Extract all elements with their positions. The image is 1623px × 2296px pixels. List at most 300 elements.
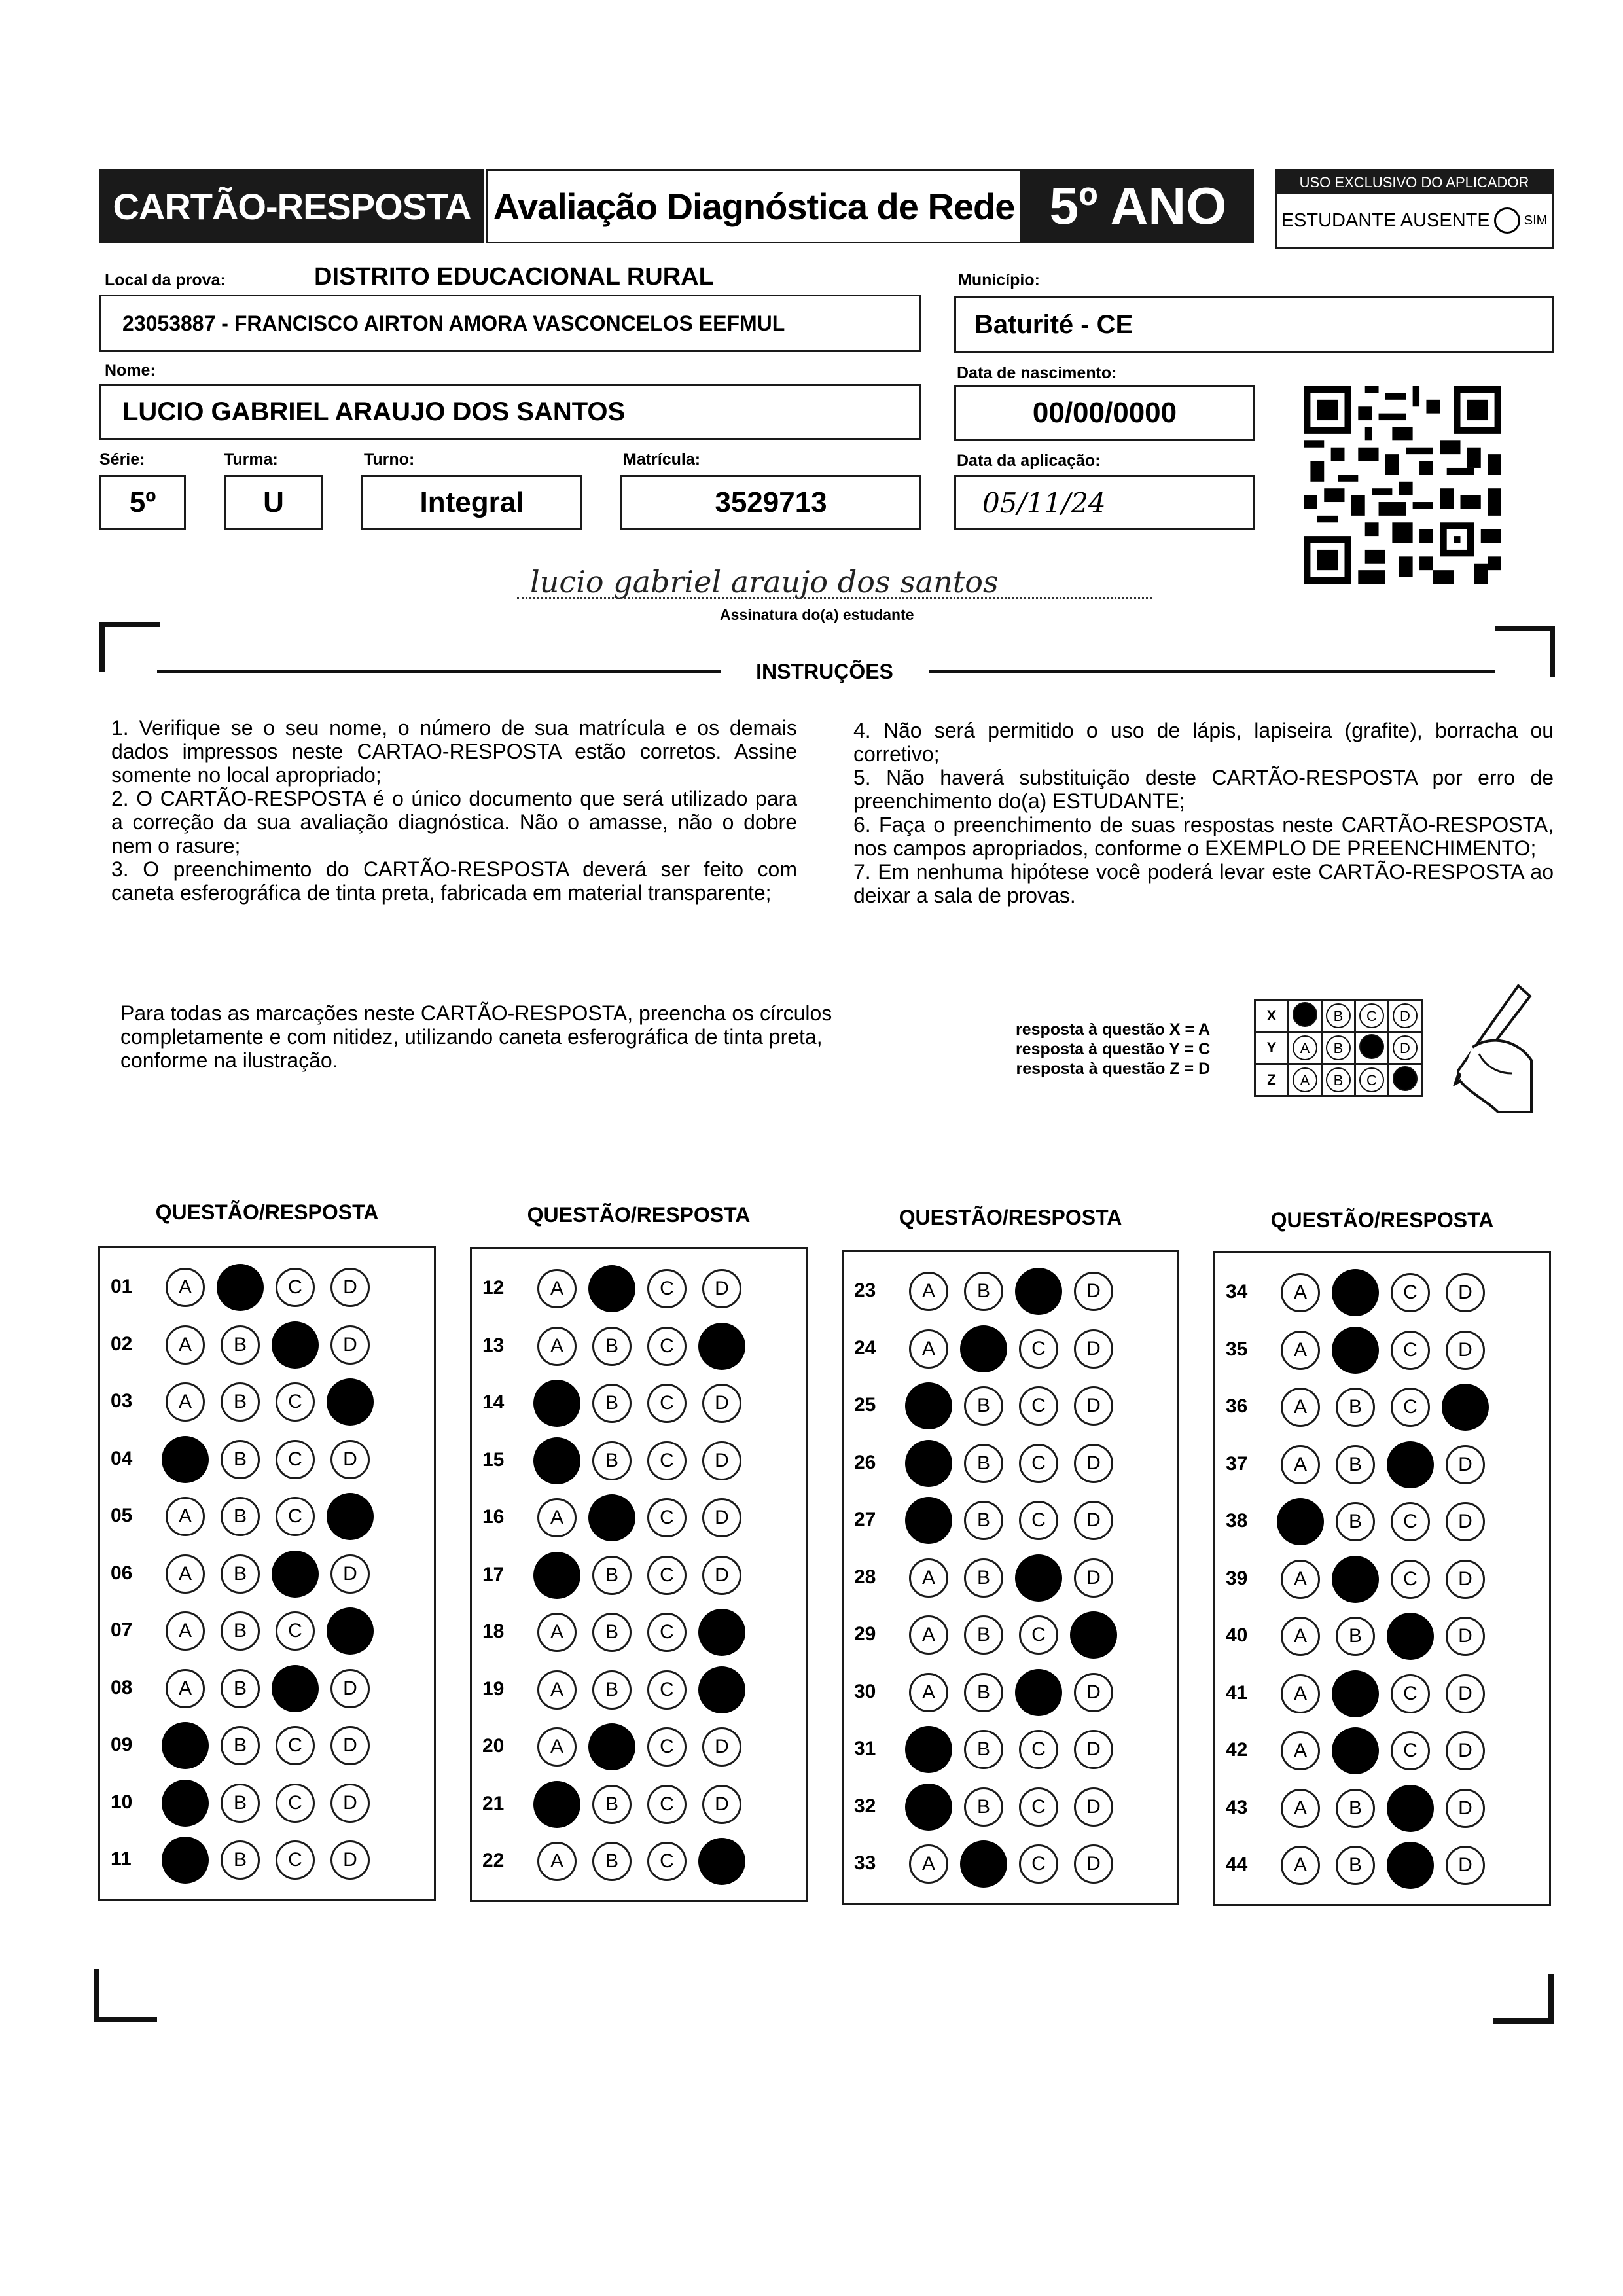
instructions-rule-left: [157, 670, 721, 673]
answer-bubble[interactable]: D: [702, 1498, 741, 1537]
answer-bubble-filled[interactable]: [1070, 1611, 1117, 1659]
example-bubble: [1359, 1034, 1384, 1059]
answer-bubble[interactable]: D: [1074, 1386, 1113, 1426]
answer-bubble[interactable]: B: [221, 1554, 260, 1594]
answer-bubble[interactable]: D: [330, 1840, 370, 1880]
answer-panel: [842, 1250, 1179, 1905]
answer-bubble[interactable]: C: [1019, 1615, 1058, 1655]
answer-bubble[interactable]: A: [1281, 1560, 1320, 1599]
question-number: 12: [482, 1277, 505, 1299]
answer-bubble-filled[interactable]: [533, 1781, 580, 1828]
student-signature: lucio gabriel araujo dos santos: [530, 564, 999, 600]
answer-bubble-filled[interactable]: [905, 1497, 952, 1544]
answer-bubble-filled[interactable]: [272, 1665, 319, 1712]
answer-row: [1215, 1273, 1549, 1312]
turno-value: Integral: [419, 486, 524, 518]
answer-bubble-filled[interactable]: [1332, 1327, 1379, 1374]
answer-bubble[interactable]: B: [964, 1386, 1003, 1426]
question-number: 25: [854, 1394, 876, 1416]
answer-bubble[interactable]: D: [330, 1669, 370, 1708]
question-number: 33: [854, 1852, 876, 1874]
answer-bubble[interactable]: D: [330, 1325, 370, 1365]
answer-bubble[interactable]: C: [1019, 1844, 1058, 1884]
answer-bubble[interactable]: A: [166, 1382, 205, 1422]
answer-bubble-filled[interactable]: [327, 1378, 374, 1426]
applicator-title: USO EXCLUSIVO DO APLICADOR: [1277, 171, 1552, 194]
answer-bubble-filled[interactable]: [905, 1440, 952, 1487]
answer-bubble[interactable]: B: [1336, 1388, 1375, 1427]
answer-bubble[interactable]: D: [1074, 1501, 1113, 1540]
answer-bubble[interactable]: D: [702, 1441, 741, 1480]
example-row-label: Z: [1255, 1064, 1289, 1096]
answer-bubble[interactable]: C: [1391, 1388, 1430, 1427]
answer-bubble[interactable]: A: [537, 1842, 577, 1881]
question-number: 01: [111, 1276, 133, 1297]
answer-bubble[interactable]: C: [276, 1497, 315, 1536]
answer-row: [1215, 1560, 1549, 1599]
answer-bubble[interactable]: A: [537, 1670, 577, 1710]
answer-bubble[interactable]: C: [276, 1268, 315, 1307]
answer-bubble[interactable]: B: [221, 1497, 260, 1536]
answer-bubble[interactable]: A: [537, 1327, 577, 1366]
answer-bubble-filled[interactable]: [905, 1726, 952, 1773]
answer-bubble[interactable]: C: [1391, 1273, 1430, 1312]
answer-bubble[interactable]: A: [166, 1497, 205, 1536]
absent-option: SIM: [1524, 213, 1548, 228]
answer-bubble[interactable]: A: [537, 1727, 577, 1767]
qr-code: [1304, 386, 1501, 584]
answer-bubble[interactable]: C: [647, 1441, 687, 1480]
question-number: 23: [854, 1280, 876, 1301]
card-title: CARTÃO-RESPOSTA: [99, 169, 484, 243]
answer-bubble[interactable]: B: [1336, 1502, 1375, 1541]
answer-panel: [98, 1246, 436, 1901]
answer-bubble[interactable]: B: [964, 1730, 1003, 1769]
grade-title: 5º ANO: [1022, 169, 1254, 243]
question-number: 29: [854, 1623, 876, 1645]
matricula-field: [620, 475, 921, 530]
answer-bubble[interactable]: B: [592, 1842, 632, 1881]
answer-bubble-filled[interactable]: [162, 1780, 209, 1827]
pen-hand-icon: [1420, 982, 1538, 1113]
answer-bubble-filled[interactable]: [905, 1382, 952, 1429]
question-number: 11: [111, 1848, 132, 1870]
question-number: 31: [854, 1738, 876, 1759]
answer-bubble[interactable]: B: [1336, 1617, 1375, 1656]
answer-bubble-filled[interactable]: [533, 1552, 580, 1599]
answer-row: [100, 1784, 434, 1823]
answer-row: [844, 1386, 1177, 1426]
question-number: 22: [482, 1850, 505, 1871]
answer-row: [844, 1272, 1177, 1311]
answer-bubble[interactable]: D: [1074, 1673, 1113, 1712]
question-number: 30: [854, 1680, 876, 1702]
answer-bubble[interactable]: B: [221, 1669, 260, 1708]
answer-bubble[interactable]: B: [964, 1501, 1003, 1540]
answer-bubble[interactable]: B: [1336, 1445, 1375, 1484]
answer-bubble[interactable]: C: [1391, 1674, 1430, 1713]
answer-bubble[interactable]: A: [166, 1268, 205, 1307]
answer-bubble[interactable]: A: [1281, 1674, 1320, 1713]
answer-bubble[interactable]: C: [1019, 1444, 1058, 1483]
answer-bubble-filled[interactable]: [1332, 1269, 1379, 1316]
answer-column-header: QUESTÃO/RESPOSTA: [1270, 1208, 1494, 1232]
turma-label: Turma:: [224, 450, 278, 469]
example-bubble: C: [1359, 1067, 1384, 1092]
answer-bubble[interactable]: C: [1391, 1560, 1430, 1599]
answer-row: [100, 1840, 434, 1880]
nome-value: LUCIO GABRIEL ARAUJO DOS SANTOS: [122, 397, 626, 426]
applicator-box: [1275, 169, 1554, 249]
serie-field: [99, 475, 186, 530]
answer-row: [100, 1440, 434, 1479]
answer-bubble-filled[interactable]: [272, 1551, 319, 1598]
question-number: 40: [1226, 1624, 1248, 1646]
matricula-label: Matrícula:: [623, 450, 701, 469]
answer-bubble[interactable]: A: [537, 1269, 577, 1308]
answer-bubble[interactable]: B: [221, 1611, 260, 1651]
nascimento-field: [954, 385, 1255, 441]
question-number: 03: [111, 1390, 133, 1412]
answer-column-header: QUESTÃO/RESPOSTA: [155, 1200, 379, 1224]
answer-bubble-filled[interactable]: [1332, 1556, 1379, 1603]
answer-bubble-filled[interactable]: [1277, 1498, 1324, 1545]
answer-bubble[interactable]: D: [1446, 1789, 1485, 1828]
instruction-5: 5. Não haverá substituição deste CARTÃO-RESPOSTA por erro de preenchimento do(a) ESTUDANTE;: [853, 766, 1554, 813]
answer-bubble[interactable]: C: [1391, 1331, 1430, 1370]
answer-bubble[interactable]: D: [1446, 1331, 1485, 1370]
answer-bubble[interactable]: D: [702, 1384, 741, 1423]
answer-row: [1215, 1502, 1549, 1541]
answer-row: [472, 1498, 806, 1537]
answer-bubble[interactable]: D: [1446, 1502, 1485, 1541]
answer-bubble[interactable]: D: [702, 1556, 741, 1595]
question-number: 24: [854, 1336, 876, 1359]
answer-column-header: QUESTÃO/RESPOSTA: [527, 1203, 751, 1227]
example-bubble: A: [1293, 1035, 1317, 1060]
question-number: 27: [854, 1509, 876, 1530]
turno-field: [361, 475, 582, 530]
example-legend-z: resposta à questão Z = D: [1016, 1060, 1211, 1078]
answer-bubble[interactable]: A: [1281, 1617, 1320, 1656]
answer-bubble[interactable]: C: [647, 1842, 687, 1881]
answer-bubble[interactable]: B: [964, 1558, 1003, 1598]
answer-bubble[interactable]: B: [592, 1556, 632, 1595]
question-number: 20: [482, 1735, 505, 1757]
answer-bubble[interactable]: D: [330, 1554, 370, 1594]
answer-bubble-filled[interactable]: [162, 1722, 209, 1769]
question-number: 02: [111, 1333, 133, 1355]
answer-row: [100, 1268, 434, 1307]
answer-bubble[interactable]: A: [166, 1669, 205, 1708]
answer-bubble-filled[interactable]: [272, 1321, 319, 1369]
answer-bubble[interactable]: B: [592, 1327, 632, 1366]
answer-bubble[interactable]: A: [1281, 1846, 1320, 1885]
answer-bubble[interactable]: D: [330, 1440, 370, 1479]
answer-row: [472, 1785, 806, 1824]
absent-checkbox[interactable]: [1494, 207, 1520, 234]
answer-bubble[interactable]: D: [330, 1784, 370, 1823]
answer-row: [472, 1842, 806, 1881]
answer-bubble[interactable]: D: [1074, 1844, 1113, 1884]
answer-bubble-filled[interactable]: [162, 1436, 209, 1483]
answer-bubble[interactable]: B: [221, 1382, 260, 1422]
answer-bubble[interactable]: B: [221, 1440, 260, 1479]
question-number: 19: [482, 1677, 505, 1700]
example-bubble: B: [1326, 1067, 1351, 1092]
answer-bubble-filled[interactable]: [1387, 1441, 1434, 1488]
answer-row: [100, 1382, 434, 1422]
answer-bubble[interactable]: D: [702, 1727, 741, 1767]
corner-mark-top-left: [99, 622, 160, 672]
answer-bubble[interactable]: C: [647, 1498, 687, 1537]
answer-bubble[interactable]: C: [276, 1784, 315, 1823]
answer-bubble-filled[interactable]: [960, 1840, 1007, 1888]
answer-bubble[interactable]: B: [221, 1840, 260, 1880]
answer-bubble[interactable]: D: [1446, 1846, 1485, 1885]
answer-bubble-filled[interactable]: [1442, 1384, 1489, 1431]
answer-row: [472, 1384, 806, 1423]
example-bubble: [1393, 1066, 1418, 1091]
answer-bubble[interactable]: C: [276, 1840, 315, 1880]
question-number: 42: [1226, 1739, 1248, 1761]
turno-label: Turno:: [364, 450, 415, 469]
answer-row: [844, 1329, 1177, 1369]
answer-bubble[interactable]: B: [964, 1444, 1003, 1483]
answer-bubble[interactable]: A: [1281, 1445, 1320, 1484]
municipio-label: Município:: [958, 271, 1040, 289]
nascimento-label: Data de nascimento:: [957, 364, 1117, 382]
example-bubble: C: [1359, 1003, 1384, 1028]
answer-bubble[interactable]: A: [1281, 1273, 1320, 1312]
answer-bubble[interactable]: C: [1391, 1731, 1430, 1770]
question-number: 35: [1226, 1338, 1248, 1360]
answer-bubble[interactable]: C: [647, 1670, 687, 1710]
example-bubble: B: [1326, 1003, 1351, 1028]
question-number: 05: [111, 1505, 133, 1526]
answer-bubble[interactable]: A: [1281, 1331, 1320, 1370]
answer-bubble[interactable]: D: [1446, 1617, 1485, 1656]
answer-row: [472, 1441, 806, 1480]
answer-bubble[interactable]: B: [1336, 1846, 1375, 1885]
answer-bubble-filled[interactable]: [1332, 1727, 1379, 1774]
answer-bubble[interactable]: B: [221, 1784, 260, 1823]
answer-bubble[interactable]: B: [964, 1787, 1003, 1827]
answer-bubble[interactable]: D: [1074, 1444, 1113, 1483]
answer-bubble-filled[interactable]: [327, 1607, 374, 1655]
question-number: 32: [854, 1795, 876, 1817]
answer-bubble-filled[interactable]: [698, 1323, 745, 1370]
question-number: 18: [482, 1621, 505, 1642]
answer-bubble[interactable]: C: [647, 1613, 687, 1652]
answer-bubble[interactable]: C: [647, 1785, 687, 1824]
answer-bubble[interactable]: B: [221, 1325, 260, 1365]
answer-bubble-filled[interactable]: [698, 1838, 745, 1885]
answer-bubble[interactable]: D: [1446, 1273, 1485, 1312]
answer-bubble[interactable]: C: [1019, 1329, 1058, 1369]
local-value: 23053887 - FRANCISCO AIRTON AMORA VASCONCELOS EEFMUL: [122, 311, 785, 335]
question-number: 10: [111, 1791, 133, 1813]
answer-bubble[interactable]: C: [276, 1611, 315, 1651]
instructions-rule-right: [929, 670, 1495, 673]
corner-mark-bottom-left: [94, 1969, 157, 2022]
answer-bubble-filled[interactable]: [1332, 1670, 1379, 1717]
answer-bubble-filled[interactable]: [698, 1609, 745, 1656]
example-bubble: A: [1293, 1067, 1317, 1092]
answer-bubble[interactable]: C: [1019, 1501, 1058, 1540]
answer-bubble-filled[interactable]: [1387, 1613, 1434, 1660]
answer-row: [100, 1497, 434, 1536]
local-label: Local da prova:: [105, 271, 226, 289]
answer-bubble-filled[interactable]: [533, 1380, 580, 1427]
answer-bubble[interactable]: C: [647, 1384, 687, 1423]
question-number: 06: [111, 1562, 133, 1584]
instruction-1: 1. Verifique se o seu nome, o número de sua matrícula e os demais dados impressos neste CARTAO-RESPOSTA estão corretos. Assine somente no local apropriado;: [111, 716, 797, 787]
answer-bubble[interactable]: A: [537, 1613, 577, 1652]
answer-bubble[interactable]: A: [166, 1325, 205, 1365]
question-number: 44: [1226, 1854, 1248, 1875]
answer-bubble[interactable]: C: [647, 1269, 687, 1308]
answer-bubble[interactable]: C: [1019, 1730, 1058, 1769]
answer-bubble-filled[interactable]: [162, 1837, 209, 1884]
answer-bubble-filled[interactable]: [1387, 1842, 1434, 1889]
instruction-2: 2. O CARTÃO-RESPOSTA é o único documento que será utilizado para a correção da sua avaliação diagnóstica. Não o amasse, não o dobre nem o rasure;: [111, 787, 797, 857]
answer-row: [844, 1615, 1177, 1655]
instruction-7: 7. Em nenhuma hipótese você poderá levar este CARTÃO-RESPOSTA ao deixar a sala de provas.: [853, 860, 1554, 907]
answer-bubble-filled[interactable]: [698, 1666, 745, 1713]
answer-bubble[interactable]: C: [276, 1382, 315, 1422]
answer-bubble[interactable]: D: [1074, 1558, 1113, 1598]
answer-bubble[interactable]: D: [330, 1726, 370, 1765]
answer-bubble[interactable]: A: [909, 1673, 948, 1712]
answer-bubble[interactable]: C: [276, 1726, 315, 1765]
question-number: 16: [482, 1506, 505, 1528]
answer-bubble-filled[interactable]: [588, 1265, 635, 1312]
answer-bubble[interactable]: A: [1281, 1388, 1320, 1427]
local-field: [99, 295, 921, 352]
answer-bubble[interactable]: D: [1446, 1560, 1485, 1599]
aplicacao-field: [954, 475, 1255, 530]
answer-row: [472, 1613, 806, 1652]
answer-row: [844, 1787, 1177, 1827]
answer-row: [1215, 1445, 1549, 1484]
answer-bubble[interactable]: B: [964, 1673, 1003, 1712]
answer-row: [472, 1727, 806, 1767]
answer-bubble-filled[interactable]: [588, 1494, 635, 1541]
answer-bubble-filled[interactable]: [217, 1264, 264, 1311]
answer-row: [472, 1556, 806, 1595]
answer-bubble[interactable]: D: [1074, 1272, 1113, 1311]
instruction-6: 6. Faça o preenchimento de suas respostas neste CARTÃO-RESPOSTA, nos campos apropriados, conforme o EXEMPLO DE PREENCHIMENTO;: [853, 813, 1554, 860]
answer-bubble-filled[interactable]: [588, 1723, 635, 1770]
answer-bubble[interactable]: C: [647, 1727, 687, 1767]
answer-bubble[interactable]: A: [909, 1272, 948, 1311]
answer-row: [844, 1558, 1177, 1598]
answer-bubble[interactable]: A: [909, 1329, 948, 1369]
answer-bubble[interactable]: B: [592, 1441, 632, 1480]
answer-bubble[interactable]: B: [964, 1272, 1003, 1311]
answer-bubble[interactable]: D: [1446, 1674, 1485, 1713]
answer-bubble[interactable]: D: [1074, 1329, 1113, 1369]
answer-bubble[interactable]: A: [1281, 1789, 1320, 1828]
answer-bubble-filled[interactable]: [905, 1784, 952, 1831]
example-bubble: D: [1393, 1035, 1418, 1060]
fill-note: Para todas as marcações neste CARTÃO-RESPOSTA, preencha os círculos completamente e com nitidez, utilizando caneta esferográfica de tinta preta, conforme na ilustração.: [120, 1001, 832, 1072]
answer-row: [1215, 1846, 1549, 1885]
signature-line: [517, 597, 1152, 599]
answer-bubble[interactable]: C: [647, 1327, 687, 1366]
municipio-value: Baturité - CE: [974, 310, 1133, 339]
answer-bubble[interactable]: B: [592, 1613, 632, 1652]
answer-bubble[interactable]: D: [1074, 1787, 1113, 1827]
answer-bubble[interactable]: C: [647, 1556, 687, 1595]
example-row-label: Y: [1255, 1032, 1289, 1064]
answer-row: [100, 1325, 434, 1365]
answer-bubble[interactable]: D: [1074, 1730, 1113, 1769]
answer-bubble[interactable]: A: [166, 1554, 205, 1594]
question-number: 14: [482, 1391, 505, 1413]
example-bubble: D: [1393, 1003, 1418, 1028]
answer-bubble-filled[interactable]: [1387, 1785, 1434, 1832]
answer-bubble[interactable]: B: [221, 1726, 260, 1765]
answer-bubble[interactable]: D: [1446, 1445, 1485, 1484]
answer-bubble[interactable]: A: [909, 1615, 948, 1655]
answer-bubble-filled[interactable]: [1015, 1669, 1062, 1716]
answer-bubble-filled[interactable]: [533, 1437, 580, 1484]
answer-bubble[interactable]: B: [592, 1384, 632, 1423]
turma-field: [224, 475, 323, 530]
question-number: 07: [111, 1619, 133, 1641]
answer-row: [100, 1554, 434, 1594]
answer-bubble[interactable]: B: [1336, 1789, 1375, 1828]
answer-bubble[interactable]: A: [166, 1611, 205, 1651]
answer-bubble[interactable]: B: [964, 1615, 1003, 1655]
question-number: 04: [111, 1447, 133, 1469]
answer-bubble[interactable]: A: [909, 1844, 948, 1884]
answer-bubble[interactable]: B: [592, 1785, 632, 1824]
answer-bubble[interactable]: D: [702, 1785, 741, 1824]
answer-bubble[interactable]: C: [1391, 1502, 1430, 1541]
answer-bubble[interactable]: D: [702, 1269, 741, 1308]
answer-row: [472, 1327, 806, 1366]
answer-bubble[interactable]: C: [1019, 1386, 1058, 1426]
question-number: 43: [1226, 1796, 1248, 1818]
answer-bubble-filled[interactable]: [960, 1325, 1007, 1372]
example-legend-x: resposta à questão X = A: [1016, 1020, 1211, 1039]
answer-bubble[interactable]: C: [1019, 1787, 1058, 1827]
answer-bubble[interactable]: A: [537, 1498, 577, 1537]
example-grid: [1254, 999, 1423, 1097]
answer-bubble[interactable]: A: [909, 1558, 948, 1598]
answer-row: [472, 1269, 806, 1308]
corner-mark-top-right: [1495, 626, 1555, 677]
answer-bubble[interactable]: B: [592, 1670, 632, 1710]
answer-bubble[interactable]: D: [330, 1268, 370, 1307]
answer-row: [844, 1673, 1177, 1712]
answer-bubble[interactable]: C: [276, 1440, 315, 1479]
instruction-3: 3. O preenchimento do CARTÃO-RESPOSTA deverá ser feito com caneta esferográfica de tinta preta, fabricada em material transparente;: [111, 857, 797, 905]
answer-panel: [470, 1247, 808, 1902]
answer-bubble-filled[interactable]: [327, 1493, 374, 1540]
answer-bubble-filled[interactable]: [1015, 1268, 1062, 1315]
question-number: 37: [1226, 1452, 1248, 1475]
question-number: 17: [482, 1563, 505, 1585]
municipio-field: [954, 296, 1554, 353]
answer-bubble-filled[interactable]: [1015, 1554, 1062, 1602]
question-number: 36: [1226, 1395, 1248, 1417]
answer-bubble[interactable]: A: [1281, 1731, 1320, 1770]
answer-bubble[interactable]: D: [1446, 1731, 1485, 1770]
